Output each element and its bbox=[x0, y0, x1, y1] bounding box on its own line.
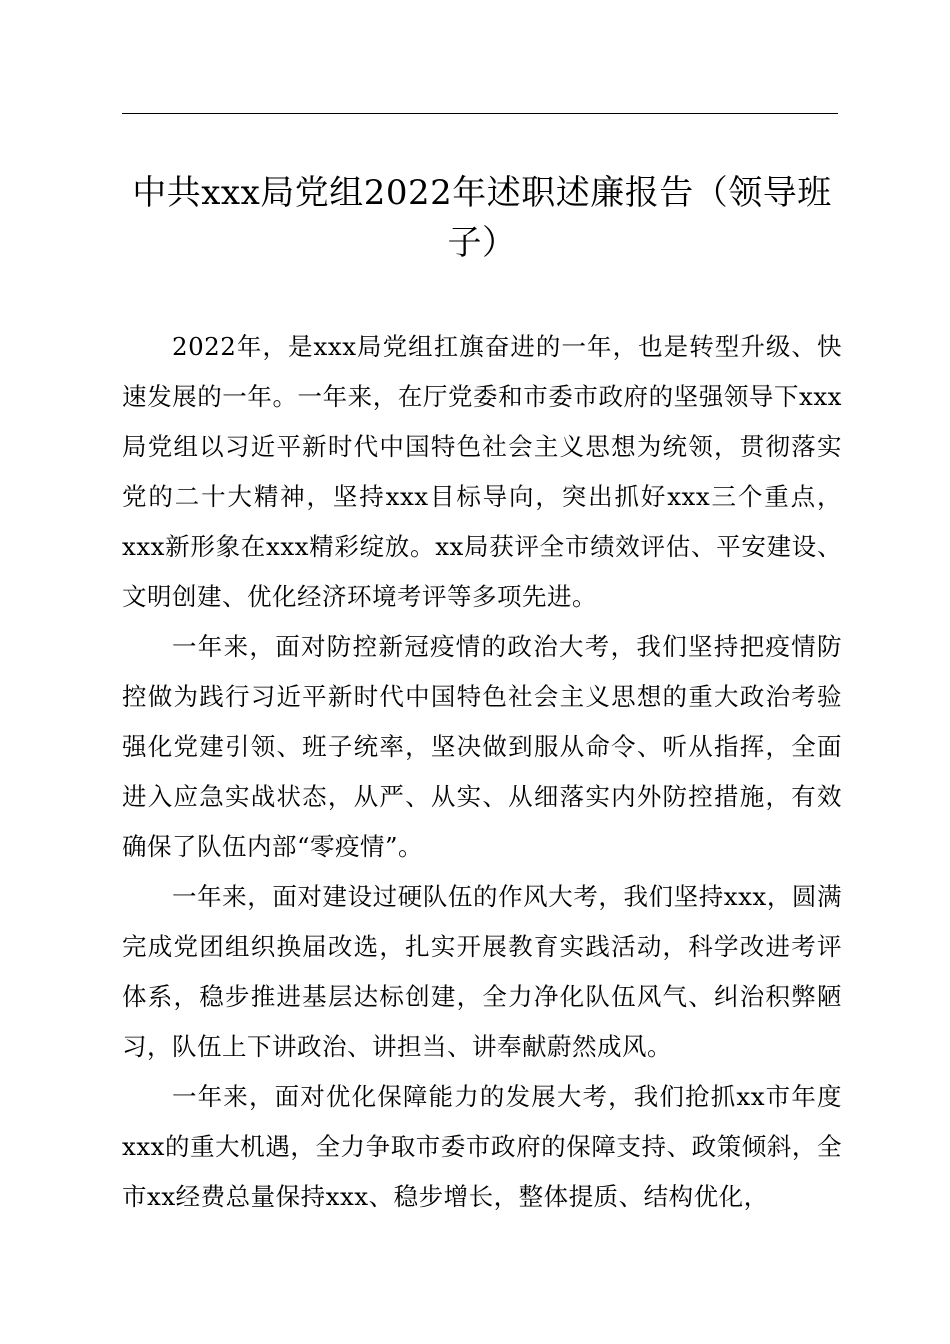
document-body bbox=[122, 322, 842, 1222]
paragraph-intro: 2022年，是xxx局党组扛旗奋进的一年，也是转型升级、快速发展的一年。一年来，在厅党委和市委市政府的坚强领导下xxx局党组以习近平新时代中国特色社会主义思想为统领，贯彻落实党的二十大精神，坚持xxx目标导向，突出抓好xxx三个重点，xxx新形象在xxx精彩绽放。xx局获评全市绩效评估、平安建设、文明创建、优化经济环境考评等多项先进。 bbox=[122, 332, 842, 611]
paragraph-team-building: 一年来，面对建设过硬队伍的作风大考，我们坚持xxx，圆满完成党团组织换届改选，扎实开展教育实践活动，科学改进考评体系，稳步推进基层达标创建，全力净化队伍风气、纠治积弊陋习，队伍上下讲政治、讲担当、讲奉献蔚然成风。 bbox=[122, 882, 842, 1061]
paragraph-support-capacity: 一年来，面对优化保障能力的发展大考，我们抢抓xx市年度xxx的重大机遇，全力争取市委市政府的保障支持、政策倾斜，全市xx经费总量保持xxx、稳步增长，整体提质、结构优化， bbox=[122, 1082, 842, 1211]
paragraph-epidemic-control: 一年来，面对防控新冠疫情的政治大考，我们坚持把疫情防控做为践行习近平新时代中国特色社会主义思想的重大政治考验强化党建引领、班子统率，坚决做到服从命令、听从指挥，全面进入应急实战状态，从严、从实、从细落实内外防控措施，有效确保了队伍内部“零疫情”。 bbox=[122, 632, 842, 861]
header-rule bbox=[122, 113, 838, 114]
document-title: 中共xxx局党组2022年述职述廉报告（领导班子） bbox=[132, 173, 832, 263]
